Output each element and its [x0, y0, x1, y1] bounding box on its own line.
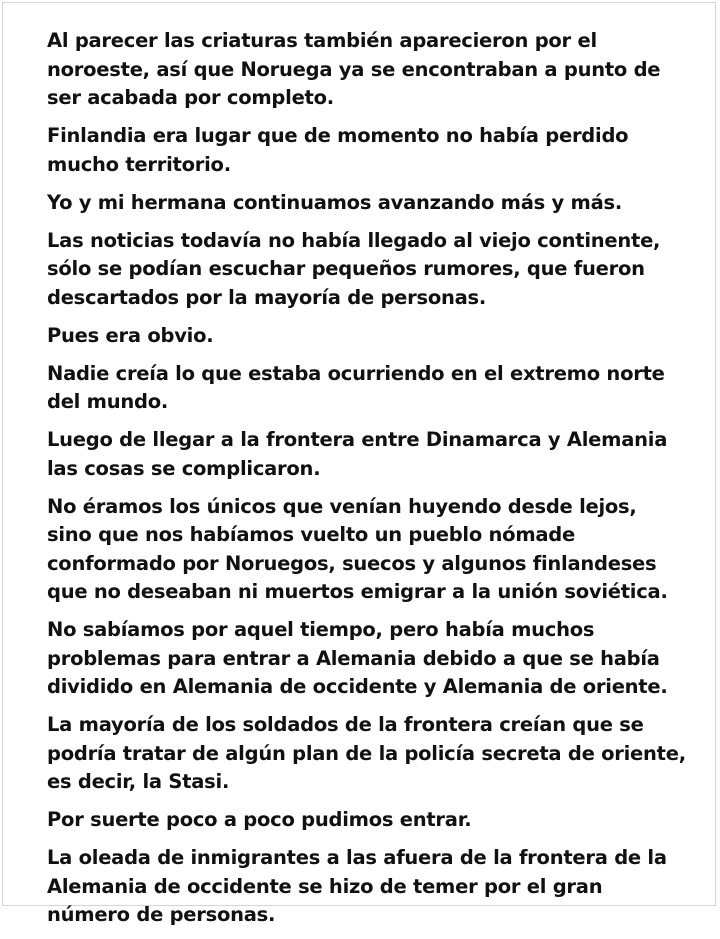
paragraph: La oleada de inmigrantes a las afuera de la frontera de la Alemania de occidente se hizo de temer por el gran número de personas. [47, 846, 667, 926]
paragraph: Nadie creía lo que estaba ocurriendo en el extremo norte del mundo. [47, 361, 665, 413]
paragraph: Al parecer las criaturas también aparecieron por el noroeste, así que Noruega ya se encontraban a punto de ser acabada por completo. [47, 29, 661, 109]
paragraph: Las noticias todavía no había llegado al viejo continente, sólo se podían escuchar pequeños rumores, que fueron descartados por la mayoría de personas. [47, 228, 661, 309]
paragraph: No sabíamos por aquel tiempo, pero había muchos problemas para entrar a Alemania debido a que se había dividido en Alemania de occidente y Alemania de oriente. [47, 618, 668, 698]
paragraph: Luego de llegar a la frontera entre Dinamarca y Alemania las cosas se complicaron. [47, 428, 668, 480]
document-body [47, 27, 687, 939]
paragraph: No éramos los únicos que venían huyendo desde lejos, sino que nos habíamos vuelto un pueblo nómade conformado por Noruegos, suecos y algunos finlandeses que no deseaban ni muertos emigrar a la unión soviética. [47, 494, 668, 603]
paragraph: Finlandia era lugar que de momento no había perdido mucho territorio. [47, 124, 629, 176]
paragraph: Por suerte poco a poco pudimos entrar. [47, 808, 472, 831]
paragraph: Pues era obvio. [47, 323, 214, 347]
document-page [2, 2, 716, 926]
paragraph: Yo y mi hermana continuamos avanzando más y más. [47, 190, 623, 214]
paragraph: La mayoría de los soldados de la frontera creían que se podría tratar de algún plan de la policía secreta de oriente, es decir, la Stasi. [47, 713, 686, 793]
